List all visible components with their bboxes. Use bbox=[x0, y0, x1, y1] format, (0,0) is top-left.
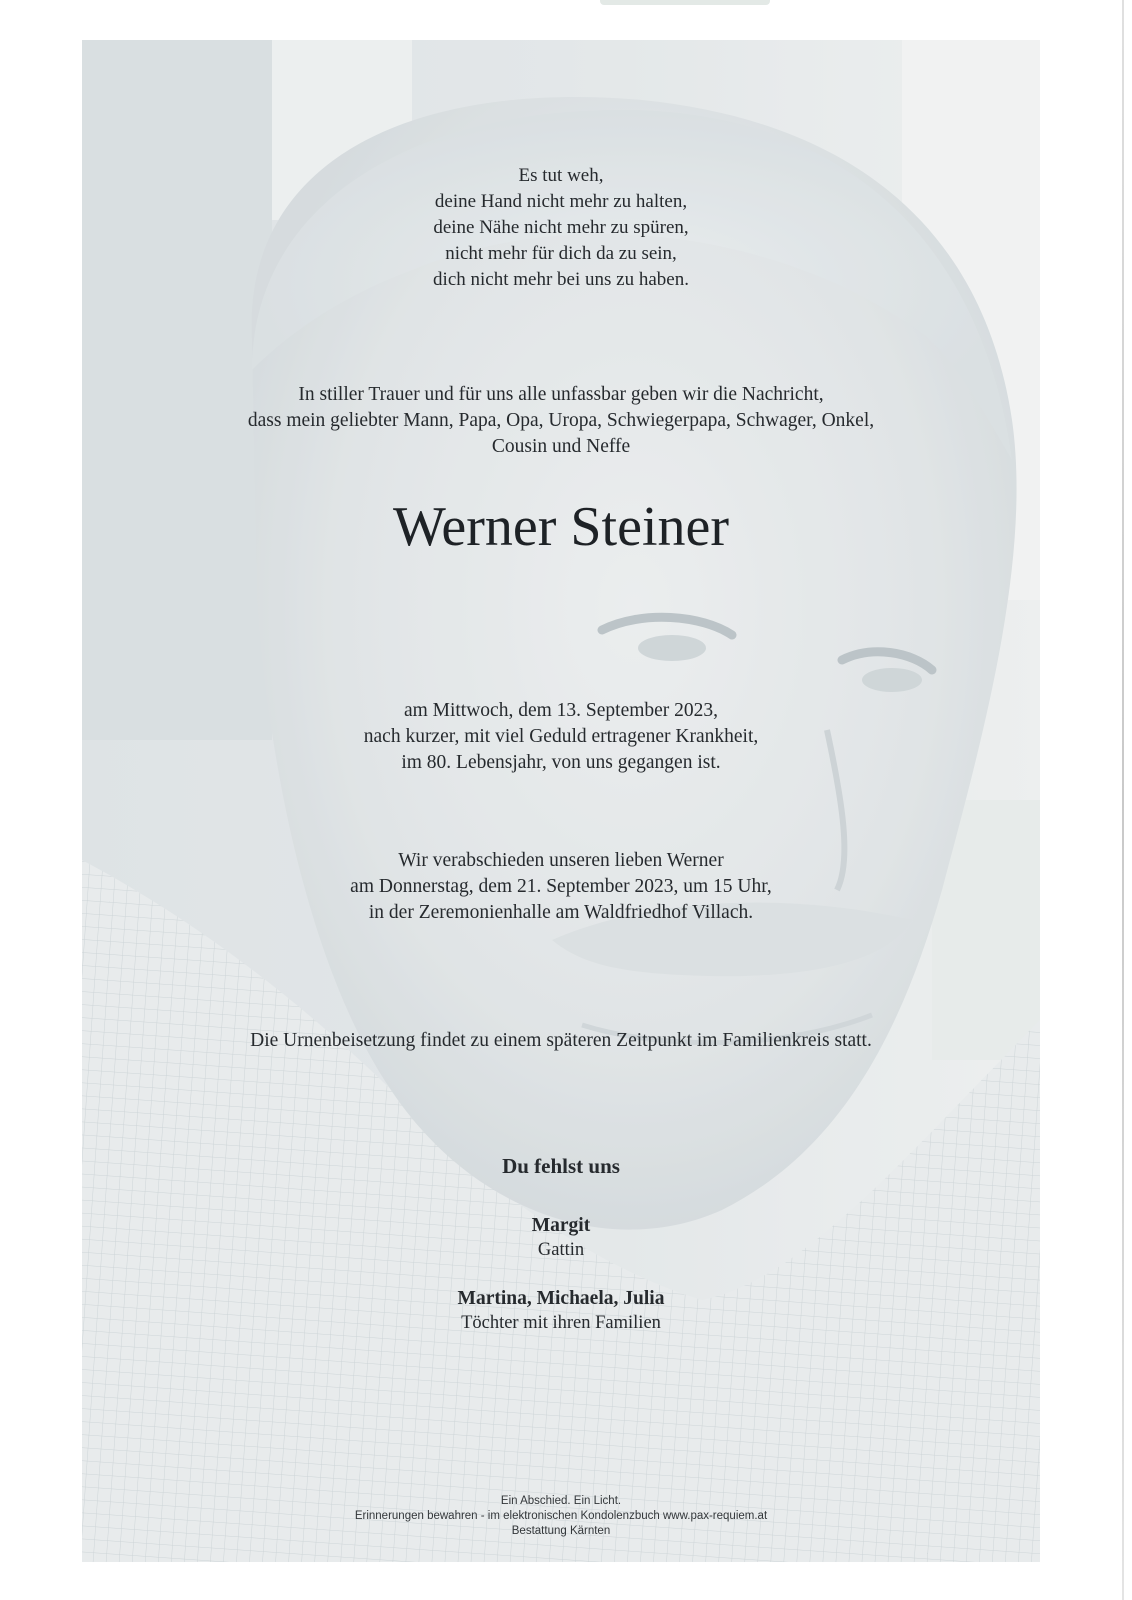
obituary-card bbox=[82, 40, 1040, 1562]
farewell-ceremony bbox=[82, 848, 1040, 926]
verse-line: deine Nähe nicht mehr zu spüren, bbox=[433, 217, 689, 238]
family-member-name: Martina, Michaela, Julia bbox=[457, 1288, 665, 1309]
verse-line: Es tut weh, bbox=[518, 165, 604, 186]
family-member bbox=[82, 1213, 1040, 1262]
footer-company: Bestattung Kärnten bbox=[511, 1525, 611, 1537]
family-member bbox=[82, 1286, 1040, 1335]
farewell-line: in der Zeremonienhalle am Waldfriedhof Villach. bbox=[368, 902, 754, 923]
you-are-missed-heading: Du fehlst uns bbox=[502, 1154, 620, 1178]
urn-burial-note: Die Urnenbeisetzung findet zu einem späteren Zeitpunkt im Familienkreis statt. bbox=[250, 1030, 872, 1051]
scan-artifact-top bbox=[600, 0, 770, 5]
intro-line: Cousin und Neffe bbox=[491, 436, 631, 457]
announcement-intro bbox=[82, 382, 1040, 460]
family-member-name: Margit bbox=[531, 1215, 591, 1236]
intro-line: dass mein geliebter Mann, Papa, Opa, Uropa, Schwiegerpapa, Schwager, Onkel, bbox=[247, 410, 875, 431]
farewell-line: Wir verabschieden unseren lieben Werner bbox=[398, 850, 724, 871]
family-member-role: Töchter mit ihren Familien bbox=[461, 1313, 661, 1333]
farewell-line: am Donnerstag, dem 21. September 2023, um 15 Uhr, bbox=[350, 876, 772, 897]
footer-tagline: Ein Abschied. Ein Licht. bbox=[500, 1495, 622, 1507]
footer-condolence-link-text: Erinnerungen bewahren - im elektronischen Kondolenzbuch www.pax-requiem.at bbox=[354, 1510, 768, 1522]
verse-line: dich nicht mehr bei uns zu haben. bbox=[433, 269, 689, 290]
death-line: im 80. Lebensjahr, von uns gegangen ist. bbox=[401, 752, 721, 773]
death-line: am Mittwoch, dem 13. September 2023, bbox=[403, 700, 719, 721]
deceased-name: Werner Steiner bbox=[393, 496, 729, 558]
death-line: nach kurzer, mit viel Geduld ertragener Krankheit, bbox=[363, 726, 759, 747]
family-member-role: Gattin bbox=[537, 1240, 585, 1260]
death-details bbox=[82, 698, 1040, 776]
obituary-content bbox=[82, 40, 1040, 1562]
footer bbox=[82, 1494, 1040, 1539]
scan-artifact-edge bbox=[1122, 0, 1124, 1600]
intro-line: In stiller Trauer und für uns alle unfassbar geben wir die Nachricht, bbox=[298, 384, 824, 405]
verse-line: deine Hand nicht mehr zu halten, bbox=[434, 191, 688, 212]
verse-line: nicht mehr für dich da zu sein, bbox=[445, 243, 677, 264]
verse bbox=[82, 163, 1040, 293]
